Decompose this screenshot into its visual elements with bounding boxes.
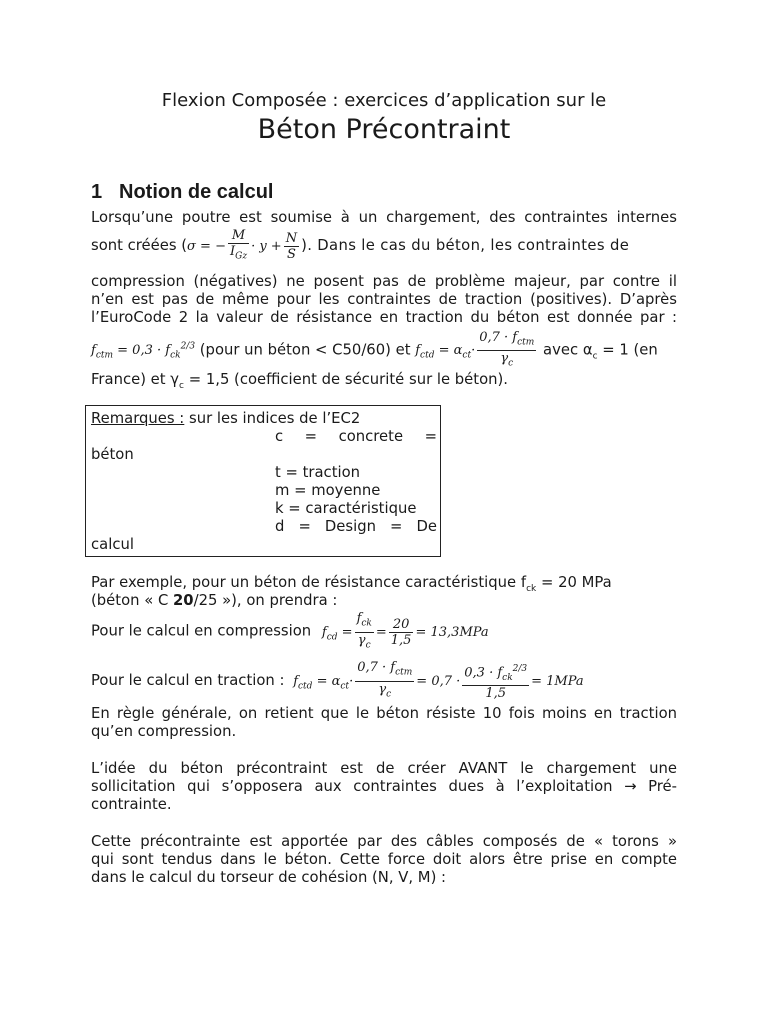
formula-subscript: ctm bbox=[517, 337, 535, 348]
fctd-example-formula: $f_{ctd} = \alpha_{ct}\cdot$ $\frac{0,7 \cdot f_{ctm}}{\gamma_c}$ = 0,7 · $\frac{0,3 \cdot f_{ck}^{2/3}}{1,5}$ = 1MPa bbox=[293, 660, 584, 702]
formula-subscript: ck bbox=[361, 618, 372, 629]
formula-text: = 0,3 · f bbox=[117, 343, 171, 359]
fraction bbox=[228, 228, 249, 265]
section-heading bbox=[91, 181, 273, 204]
formula-subscript: ctm bbox=[395, 668, 413, 678]
paragraph-line: contrainte. bbox=[91, 796, 172, 813]
remarks-header bbox=[91, 410, 360, 428]
fraction bbox=[389, 617, 414, 648]
fraction-denominator bbox=[228, 244, 249, 265]
formula-subscript: ct bbox=[340, 681, 350, 692]
paragraph-line bbox=[91, 371, 677, 395]
compression-formula-line bbox=[91, 611, 677, 651]
formula-subscript: c bbox=[508, 358, 514, 369]
formula-subscript: ck bbox=[502, 672, 513, 683]
fraction bbox=[462, 662, 529, 702]
fraction-numerator bbox=[462, 662, 529, 687]
fraction-denominator bbox=[355, 633, 374, 654]
paragraph-line: dans le calcul du torseur de cohésion (N, V, M) : bbox=[91, 869, 447, 886]
remarks-box bbox=[85, 405, 441, 557]
paragraph-line bbox=[91, 592, 677, 610]
fraction-numerator bbox=[355, 611, 374, 633]
formula-text: f bbox=[415, 343, 421, 359]
text-fragment: = 1 (en bbox=[602, 341, 658, 359]
formula-text: 0,7 · f bbox=[357, 660, 396, 676]
formula-text: f bbox=[91, 343, 96, 359]
paragraph-line: l’EuroCode 2 la valeur de résistance en traction du béton est donnée par : bbox=[91, 309, 677, 326]
formula-subscript: ck bbox=[170, 350, 181, 361]
text-fragment: Pour le calcul en traction : bbox=[91, 672, 285, 689]
formula-text: = 1MPa bbox=[531, 674, 584, 689]
text-fragment: = 1,5 (coefficient de sécurité sur le béton). bbox=[188, 371, 508, 388]
document-title: Béton Précontraint bbox=[257, 114, 511, 145]
paragraph-line: Lorsqu’une poutre est soumise à un chargement, des contraintes internes bbox=[91, 209, 677, 226]
text-fragment: France) et γ bbox=[91, 371, 180, 388]
formula-text: = 13,3MPa bbox=[415, 624, 489, 640]
formula-subscript: ctd bbox=[420, 350, 435, 361]
section-title: Notion de calcul bbox=[119, 181, 274, 203]
formula-text: · bbox=[471, 343, 476, 359]
document-subtitle: Flexion Composée : exercices d’application sur le bbox=[161, 90, 607, 111]
formula-text: 0,7 · f bbox=[479, 329, 518, 345]
text-fragment: sont créées ( bbox=[91, 237, 188, 254]
formula-text: f bbox=[293, 674, 299, 689]
fraction bbox=[284, 231, 299, 262]
formula-text: I bbox=[229, 244, 236, 260]
formula-subscript: cd bbox=[326, 632, 338, 643]
fraction bbox=[355, 660, 414, 702]
text-fragment: Par exemple, pour un béton de résistance caractéristique f bbox=[91, 574, 527, 591]
formula-subscript: ct bbox=[462, 350, 472, 361]
paragraph-line-formula bbox=[91, 228, 677, 264]
fraction-denominator: S bbox=[286, 247, 296, 262]
formula-text: · y + bbox=[251, 239, 282, 254]
fcd-formula: $f_{cd}$ = $\frac{f_{ck}}{\gamma_c}$ = $\frac{20}{1,5}$ = 13,3MPa bbox=[322, 625, 489, 640]
formula-text: = α bbox=[316, 674, 341, 689]
remarks-item: calcul bbox=[91, 536, 134, 553]
fraction-denominator: 1,5 bbox=[390, 632, 412, 648]
text-subscript: ck bbox=[526, 583, 537, 594]
fraction bbox=[477, 330, 536, 372]
paragraph-line: qui sont tendus dans le béton. Cette force doit alors être prise en compte bbox=[91, 851, 677, 868]
sigma-formula bbox=[187, 228, 301, 262]
remarks-item: m = moyenne bbox=[275, 482, 381, 499]
formula-subscript: ctd bbox=[298, 681, 313, 692]
formula-text: 0,3 · f bbox=[464, 664, 503, 680]
remarks-item: t = traction bbox=[275, 464, 361, 481]
formula-text: σ = − bbox=[187, 239, 226, 254]
formula-subscript: Gz bbox=[235, 251, 248, 262]
formula-subscript: c bbox=[365, 640, 371, 651]
formula-text: γ bbox=[500, 351, 509, 367]
paragraph-line: compression (négatives) ne posent pas de problème majeur, par contre il bbox=[91, 273, 677, 290]
fctm-formula bbox=[91, 342, 196, 361]
text-fragment: (béton « C bbox=[91, 592, 173, 609]
paragraph-line-formula bbox=[91, 327, 677, 367]
fraction-numerator bbox=[355, 660, 414, 682]
fraction-numerator: M bbox=[228, 228, 249, 244]
remarks-item: k = caractéristique bbox=[275, 500, 417, 517]
formula-text: = α bbox=[438, 343, 463, 359]
fraction-numerator bbox=[477, 330, 536, 352]
remarks-item: d = Design = De bbox=[275, 518, 437, 535]
text-fragment: ). Dans le cas du béton, les contraintes de bbox=[301, 237, 630, 254]
formula-text: γ bbox=[357, 632, 366, 648]
text-subscript: c bbox=[592, 351, 598, 362]
formula-text: f bbox=[321, 624, 327, 640]
paragraph-line: En règle générale, on retient que le béton résiste 10 fois moins en traction bbox=[91, 705, 677, 722]
text-fragment: (pour un béton < C50/60) et bbox=[199, 341, 411, 359]
text-fragment: = 20 MPa bbox=[540, 574, 612, 591]
formula-subscript: ctm bbox=[95, 350, 114, 361]
formula-subscript: c bbox=[386, 689, 392, 700]
fraction-numerator: N bbox=[285, 231, 298, 246]
formula-superscript: 2/3 bbox=[512, 663, 528, 674]
text-fragment: Pour le calcul en compression bbox=[91, 622, 312, 640]
fraction-denominator bbox=[355, 682, 414, 703]
paragraph-line: qu’en compression. bbox=[91, 723, 237, 740]
fraction-denominator bbox=[477, 351, 536, 372]
fraction bbox=[355, 611, 374, 653]
remarks-item: béton bbox=[91, 446, 134, 463]
formula-text: γ bbox=[378, 682, 387, 697]
formula-text: = 0,7 · bbox=[416, 674, 461, 689]
fraction-denominator: 1,5 bbox=[485, 686, 507, 702]
text-fragment: /25 »), on prendra : bbox=[193, 592, 338, 609]
paragraph-line: sollicitation qui s’opposera aux contraintes dues à l’exploitation → Pré- bbox=[91, 778, 677, 795]
paragraph-line: n’en est pas de même pour les contraintes de traction (positives). D’après bbox=[91, 291, 677, 308]
traction-formula-line bbox=[91, 660, 677, 702]
text-bold: 20 bbox=[173, 592, 194, 609]
section-number: 1 bbox=[91, 181, 103, 203]
remarks-item: c = concrete = bbox=[275, 428, 437, 445]
text-fragment: avec α bbox=[543, 341, 593, 359]
remarks-intro: sur les indices de l’EC2 bbox=[189, 410, 361, 427]
remarks-label: Remarques : bbox=[91, 410, 185, 427]
formula-text: f bbox=[356, 611, 362, 626]
fraction-numerator: 20 bbox=[389, 617, 414, 633]
text-subscript: c bbox=[179, 380, 184, 391]
formula-superscript: 2/3 bbox=[180, 342, 196, 352]
paragraph-line: L’idée du béton précontraint est de créer AVANT le chargement une bbox=[91, 760, 677, 777]
paragraph-line: Cette précontrainte est apportée par des câbles composés de « torons » bbox=[91, 833, 677, 850]
